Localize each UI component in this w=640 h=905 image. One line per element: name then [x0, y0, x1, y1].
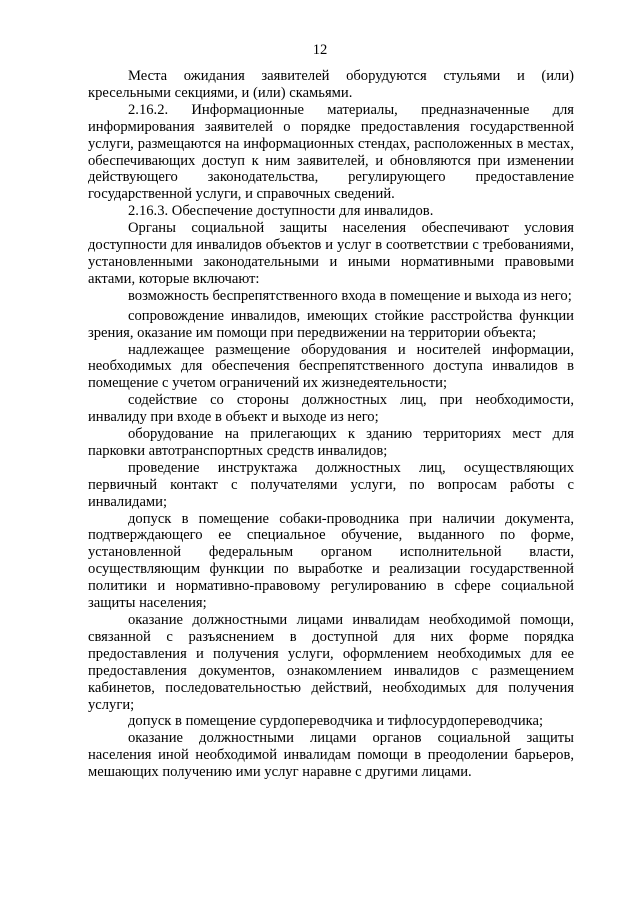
page-number: 12 — [312, 42, 328, 58]
list-item-parking: оборудование на прилегающих к зданию территориях мест для парковки автотранспортных средств инвалидов; — [88, 426, 574, 459]
paragraph-2-16-3-heading: 2.16.3. Обеспечение доступности для инвалидов. — [128, 203, 434, 220]
paragraph-2-16-2: 2.16.2. Информационные материалы, предназначенные для информирования заявителей о порядке предоставления государственной услуги, размещаются на информационных стендах, расположенных в местах, обеспечивающих доступ к ним заявителей, и обновляются при изменении действующего законодательства, регулирующего предоставление государственной услуги, и справочных сведений. — [88, 101, 574, 203]
list-item-other-help: оказание должностными лицами органов социальной защиты населения иной необходимой инвалидам помощи в преодолении барьеров, мешающих получению ими услуг наравне с другими лицами. — [88, 730, 574, 781]
list-item-help-explanation: оказание должностными лицами инвалидам необходимой помощи, связанной с разъяснением в доступной для них форме порядка предоставления и получения услуги, оформлением необходимых для ее предоставления документов, ознакомлением инвалидов с размещением кабинетов, последовательностью действий, необходимых для получения услуги; — [88, 612, 574, 713]
list-item-entry-exit: возможность беспрепятственного входа в помещение и выхода из него; — [128, 287, 572, 304]
list-item-sign-interpreter: допуск в помещение сурдопереводчика и тифлосурдопереводчика; — [128, 713, 544, 730]
list-item-guide-dog: допуск в помещение собаки-проводника при наличии документа, подтверждающего ее специальное обучение, выданного по форме, установленной федеральным органом исполнительной власти, осуществляющим функции по выработке и реализации государственной политики и нормативно-правовому регулированию в сфере социальной защиты населения; — [88, 510, 574, 612]
paragraph-waiting-places: Места ожидания заявителей оборудуются стульями и (или) кресельными секциями, и (или) скамьями. — [88, 68, 574, 101]
document-body — [88, 68, 574, 781]
list-item-staff-briefing: проведение инструктажа должностных лиц, осуществляющих первичный контакт с получателями услуги, по вопросам работы с инвалидами; — [88, 459, 574, 510]
list-item-escort: сопровождение инвалидов, имеющих стойкие расстройства функции зрения, оказание им помощи при передвижении на территории объекта; — [88, 307, 574, 341]
paragraph-accessibility-intro: Органы социальной защиты населения обеспечивают условия доступности для инвалидов объектов и услуг в соответствии с требованиями, установленными законодательными и иными нормативными правовыми актами, которые включают: — [88, 220, 574, 287]
list-item-staff-assistance: содействие со стороны должностных лиц, при необходимости, инвалиду при входе в объект и выходе из него; — [88, 392, 574, 426]
list-item-equipment-placement: надлежащее размещение оборудования и носителей информации, необходимых для обеспечения беспрепятственного доступа инвалидов в помещение с учетом ограничений их жизнедеятельности; — [88, 341, 574, 392]
